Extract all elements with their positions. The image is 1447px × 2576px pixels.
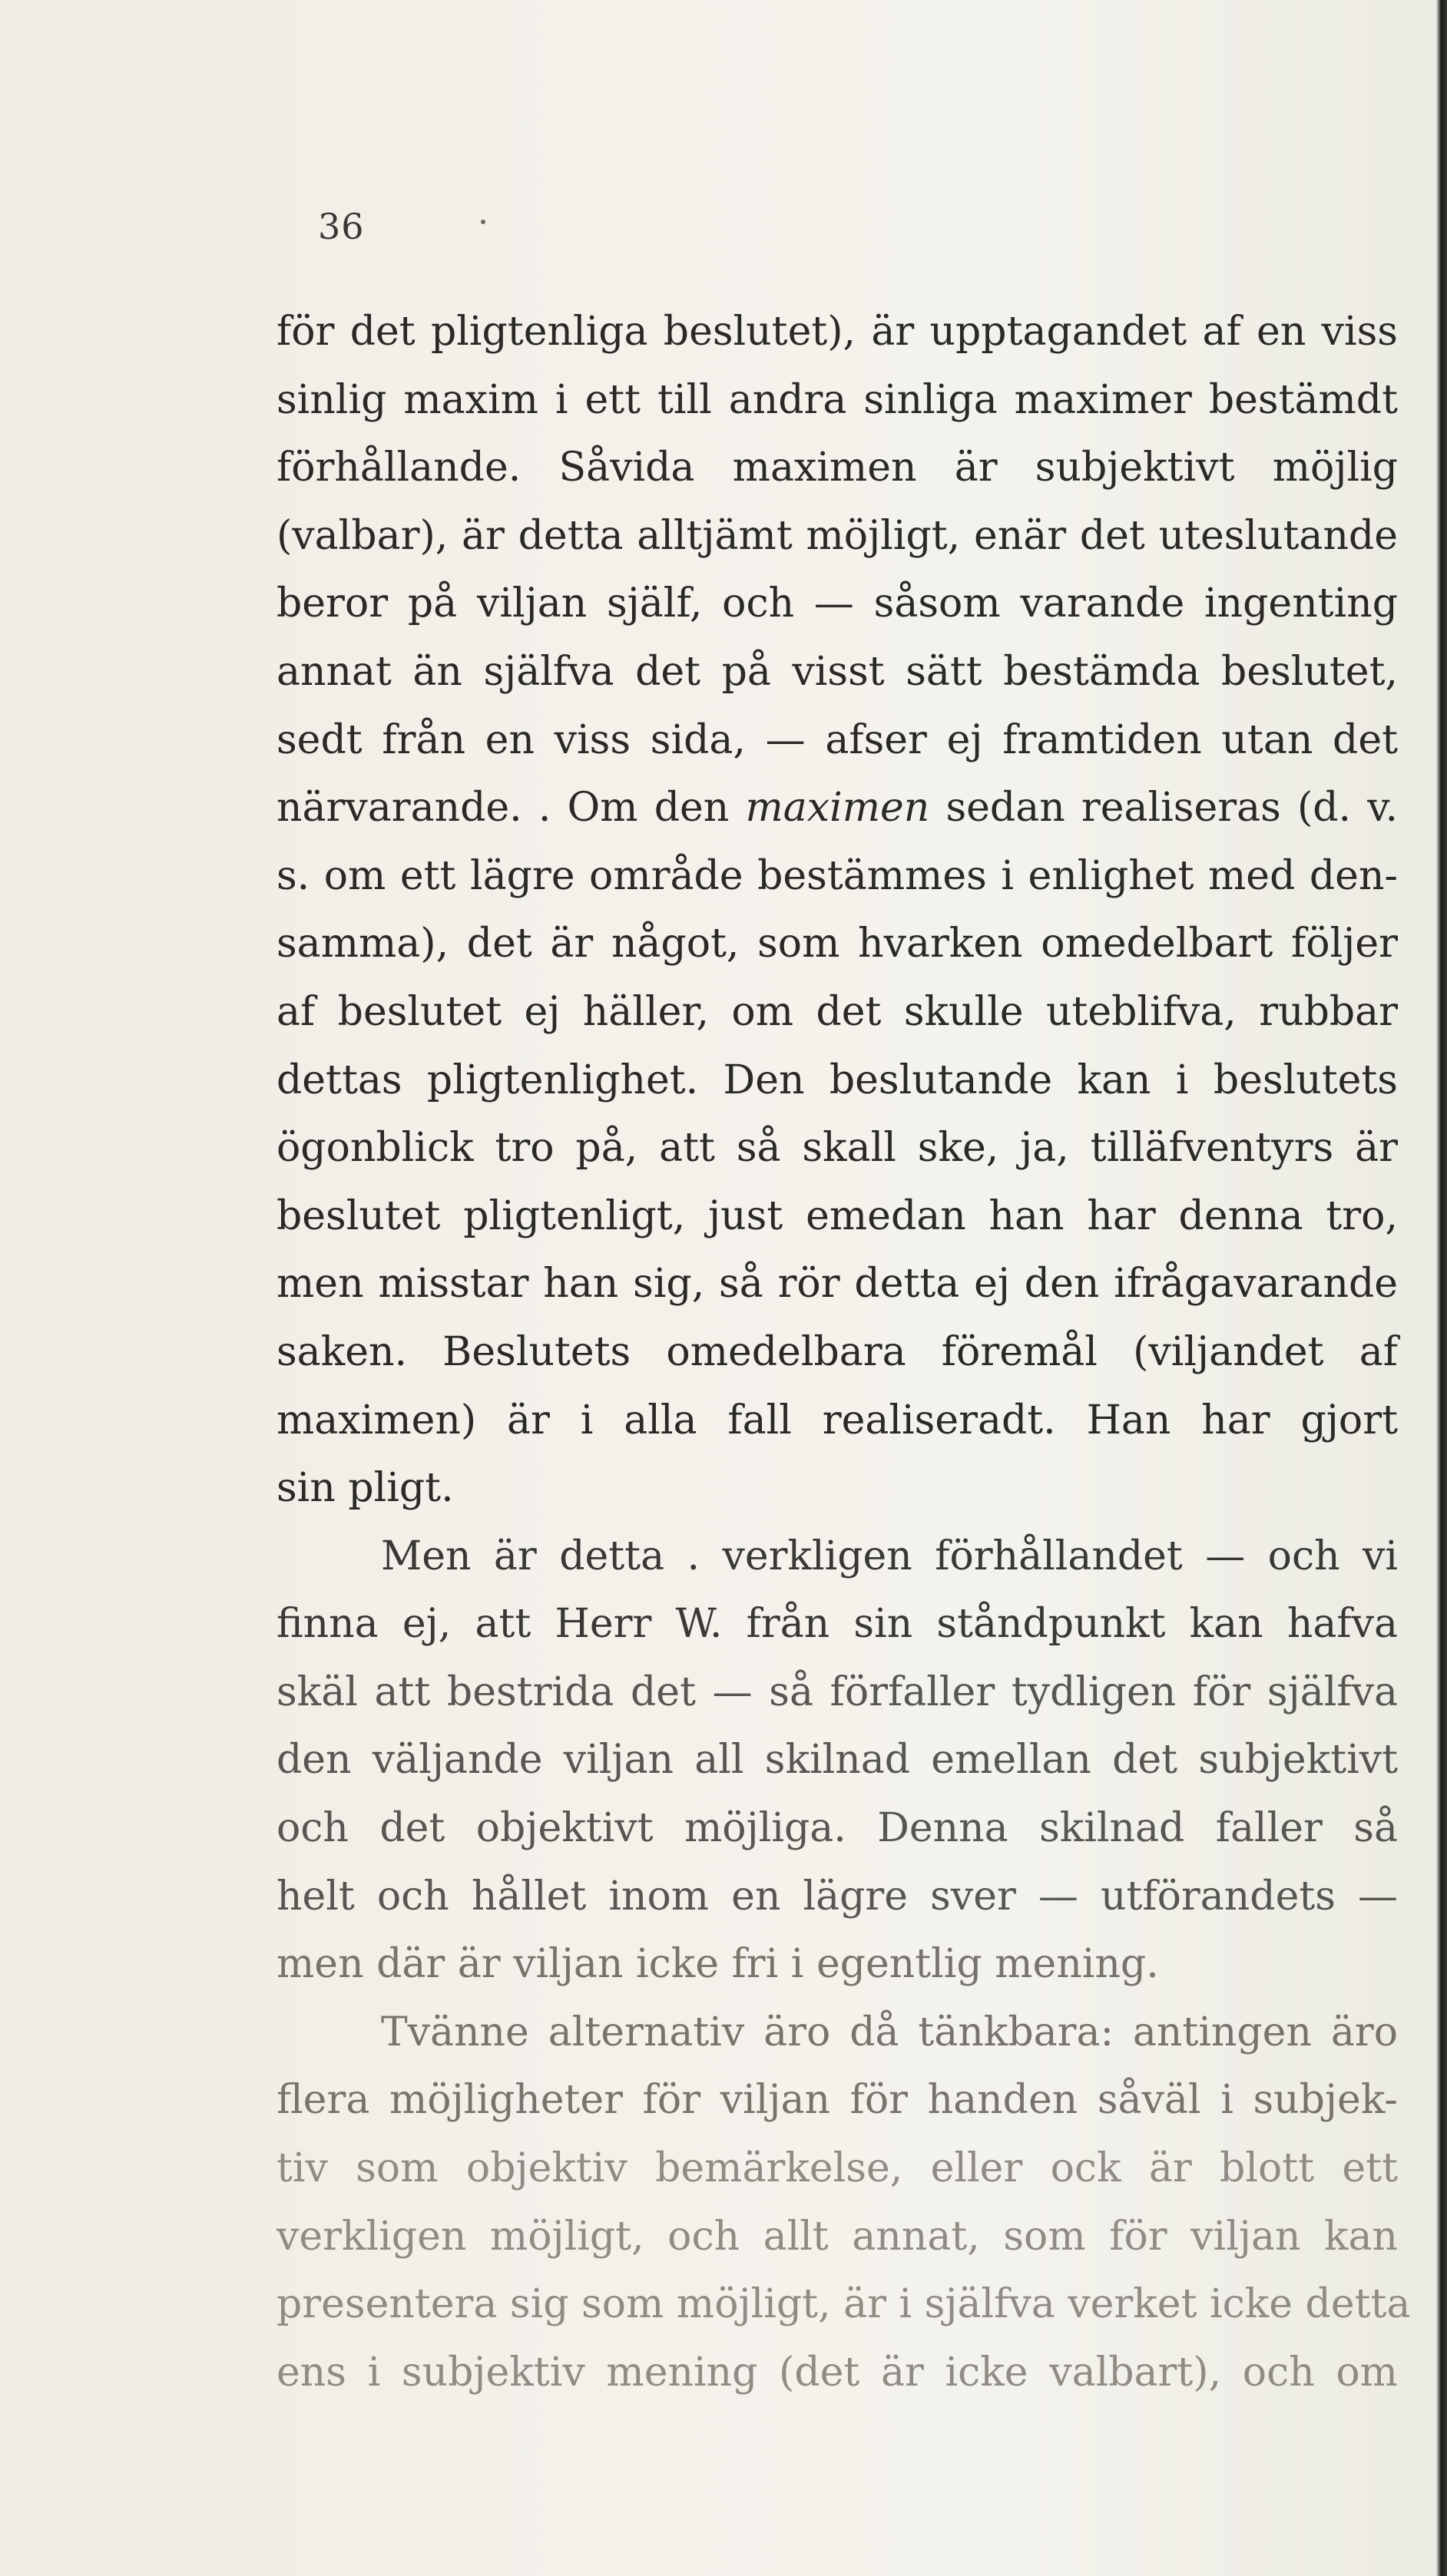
text-line: men där är viljan icke fri i egentlig mening. (276, 1941, 1159, 1988)
text-line: och det objektivt möjliga. Denna skilnad faller så (276, 1805, 1398, 1852)
text-line: annat än själfva det på visst sätt bestämda beslutet, (276, 648, 1398, 695)
text-line: finna ej, att Herr W. från sin ståndpunkt kan hafva (276, 1601, 1398, 1648)
text-line: maximen) är i alla fall realiseradt. Han har gjort (276, 1397, 1398, 1443)
text-line: samma), det är något, som hvarken omedelbart följer (276, 921, 1398, 967)
emphasized-word: maximen (745, 785, 930, 832)
text-segment: närvarande. . Om den (276, 785, 746, 832)
text-line: förhållande. Såvida maximen är subjektivt möjlig (276, 445, 1398, 491)
text-line: s. om ett lägre område bestämmes i enlighet med den- (276, 852, 1398, 899)
body-text (276, 298, 1411, 2406)
print-speck (481, 220, 485, 224)
text-line: af beslutet ej häller, om det skulle uteblifva, rubbar (276, 988, 1398, 1035)
text-line: för det pligtenliga beslutet), är upptagandet af en viss (276, 309, 1398, 355)
page-edge-shadow (1436, 0, 1447, 2576)
text-line: tiv som objektiv bemärkelse, eller ock är blott ett (276, 2145, 1398, 2192)
page-number: 36 (318, 206, 365, 247)
text-line: presentera sig som möjligt, är i själfva verket icke detta (276, 2281, 1411, 2328)
text-line: dettas pligtenlighet. Den beslutande kan i beslutets (276, 1057, 1398, 1103)
text-line: skäl att bestrida det — så förfaller tydligen för själfva (276, 1668, 1398, 1715)
text-line: men misstar han sig, så rör detta ej den ifrågavarande (276, 1261, 1398, 1308)
text-line: Men är detta . verkligen förhållandet — och vi (381, 1533, 1398, 1579)
text-line: beslutet pligtenligt, just emedan han har denna tro, (276, 1192, 1398, 1239)
text-line: Tvänne alternativ äro då tänkbara: antingen äro (381, 2009, 1398, 2055)
text-line: helt och hållet inom en lägre sver — utförandets — (276, 1873, 1398, 1920)
text-segment: sedan realiseras (d. v. (929, 785, 1398, 832)
text-line: sedt från en viss sida, — afser ej framtiden utan det (276, 716, 1398, 763)
text-line-with-emphasis (276, 774, 1398, 842)
text-line: sin pligt. (276, 1465, 454, 1512)
text-line: ens i subjektiv mening (det är icke valbart), och om (276, 2349, 1398, 2396)
text-line: den väljande viljan all skilnad emellan det subjektivt (276, 1737, 1398, 1784)
text-line: verkligen möjligt, och allt annat, som för viljan kan (276, 2213, 1398, 2260)
text-line: saken. Beslutets omedelbara föremål (viljandet af (276, 1328, 1398, 1375)
text-line: flera möjligheter för viljan för handen såväl i subjek- (276, 2077, 1398, 2124)
text-line: (valbar), är detta alltjämt möjligt, enär det uteslutande (276, 512, 1398, 559)
text-line: ögonblick tro på, att så skall ske, ja, tilläfventyrs är (276, 1125, 1398, 1172)
text-line: beror på viljan själf, och — såsom varande ingenting (276, 580, 1398, 627)
text-line: sinlig maxim i ett till andra sinliga maximer bestämdt (276, 376, 1398, 423)
